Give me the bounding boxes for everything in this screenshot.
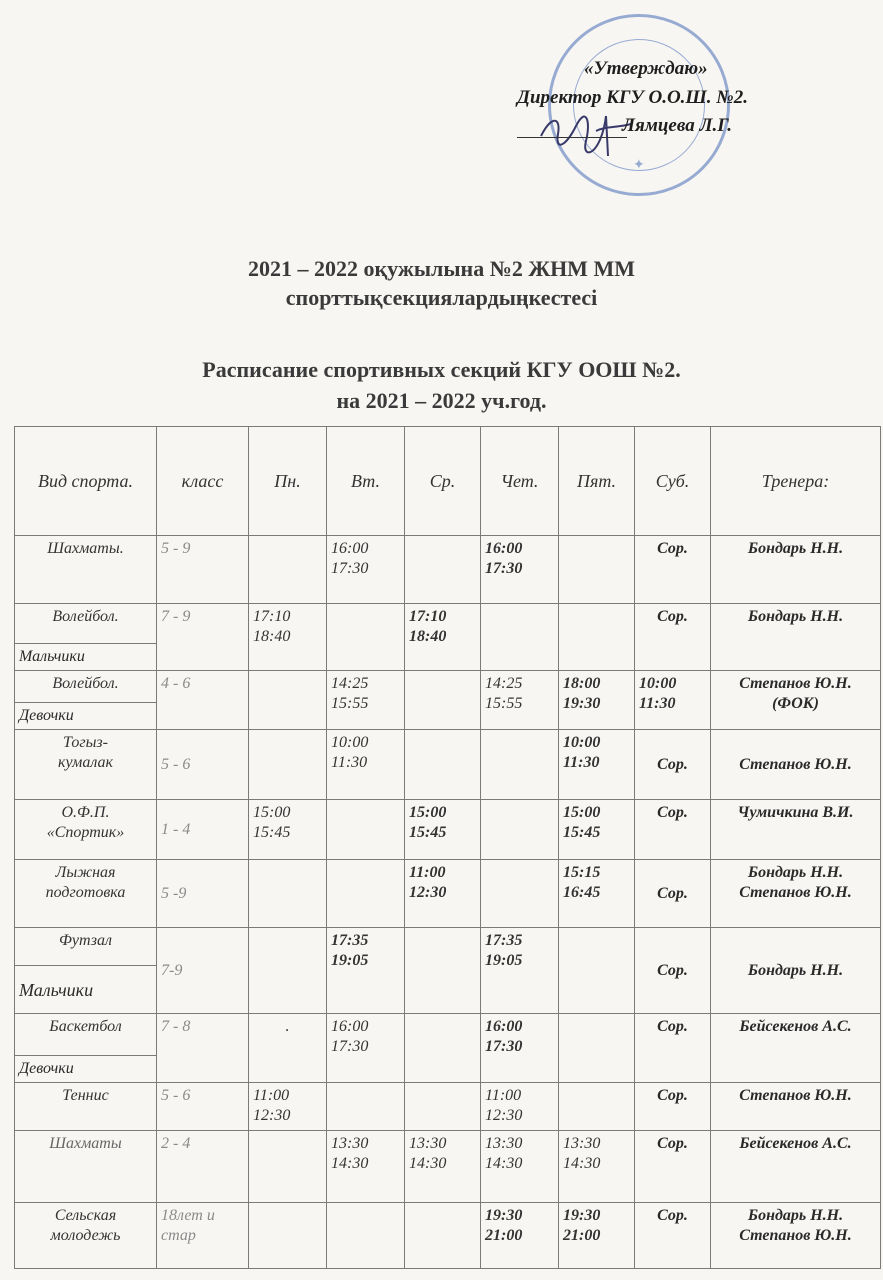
wed-cell (405, 536, 481, 604)
coach-name: Степанов Ю.Н. (739, 884, 852, 901)
thu-cell (481, 671, 559, 730)
time-start: 14:25 (331, 675, 369, 692)
tue-cell (327, 928, 405, 1014)
signature-line (517, 137, 627, 138)
table-row (15, 671, 881, 703)
grade-cell: 5 - 9 (157, 536, 249, 604)
sport-cell: Волейбол. (15, 671, 157, 703)
sat-cell: Сор. (635, 1083, 711, 1131)
table-header-row (15, 427, 881, 536)
fri-cell (559, 860, 635, 928)
time-start: 13:30 (485, 1135, 523, 1152)
sport-cell (15, 860, 157, 928)
time-start: 15:00 (253, 804, 291, 821)
sat-cell: Сор. (635, 800, 711, 860)
table-row (15, 800, 881, 860)
time-start: 13:30 (563, 1135, 601, 1152)
thu-cell (481, 860, 559, 928)
fri-cell (559, 604, 635, 671)
time-end: 14:30 (485, 1155, 523, 1172)
coach-cell: Чумичкина В.И. (711, 800, 881, 860)
time-end: 18:40 (409, 628, 447, 645)
sport-line2: подготовка (45, 884, 126, 901)
sat-cell: Сор. (635, 1203, 711, 1269)
sport-line1: Сельская (54, 1207, 117, 1224)
header-sat: Суб. (635, 427, 711, 536)
wed-cell (405, 1131, 481, 1203)
fri-cell (559, 1083, 635, 1131)
tue-cell (327, 860, 405, 928)
sat-cell: Сор. (635, 1131, 711, 1203)
sport-line2: «Спортик» (46, 824, 125, 841)
tue-cell (327, 730, 405, 800)
sport-subgroup: Девочки (15, 1056, 157, 1083)
tue-cell (327, 800, 405, 860)
table-row (15, 536, 881, 604)
time-start: 16:00 (485, 1018, 523, 1035)
wed-cell (405, 604, 481, 671)
time-start: 10:00 (639, 675, 677, 692)
grade-cell: 4 - 6 (157, 671, 249, 730)
grade-cell: 5 -9 (157, 860, 249, 928)
tue-cell (327, 1203, 405, 1269)
time-start: 17:35 (331, 932, 369, 949)
time-start: 15:00 (563, 804, 601, 821)
time-end: 19:30 (563, 695, 601, 712)
time-start: 11:00 (253, 1087, 290, 1104)
time-start: 19:30 (563, 1207, 601, 1224)
fri-cell (559, 1014, 635, 1083)
coach-location: (ФОК) (772, 695, 819, 712)
mon-cell (249, 536, 327, 604)
approval-director: Директор КГУ О.О.Ш. №2. (517, 87, 748, 108)
time-start: 16:00 (331, 1018, 369, 1035)
table-row (15, 1083, 881, 1131)
coach-cell: Бейсекенов А.С. (711, 1131, 881, 1203)
thu-cell (481, 928, 559, 1014)
mon-cell (249, 928, 327, 1014)
thu-cell (481, 1014, 559, 1083)
mon-cell (249, 800, 327, 860)
coach-name: Бондарь Н.Н. (747, 1207, 844, 1224)
grade-cell (157, 1203, 249, 1269)
grade-cell: 1 - 4 (157, 800, 249, 860)
tue-cell (327, 604, 405, 671)
sport-line1: О.Ф.П. (61, 804, 110, 821)
header-tue: Вт. (327, 427, 405, 536)
fri-cell (559, 1203, 635, 1269)
thu-cell (481, 1083, 559, 1131)
time-end: 19:05 (331, 952, 369, 969)
fri-cell (559, 671, 635, 730)
time-start: 18:00 (563, 675, 601, 692)
wed-cell (405, 1083, 481, 1131)
sport-cell: Шахматы. (15, 536, 157, 604)
sport-subgroup: Девочки (15, 703, 157, 730)
time-end: 21:00 (485, 1227, 523, 1244)
sport-line1: Тогыз- (63, 734, 108, 751)
time-end: 12:30 (253, 1107, 291, 1124)
wed-cell (405, 1014, 481, 1083)
grade-line2: стар (161, 1227, 196, 1244)
sport-cell (15, 800, 157, 860)
sat-cell: Сор. (635, 730, 711, 800)
time-end: 15:45 (253, 824, 291, 841)
time-start: 10:00 (563, 734, 601, 751)
time-start: 16:00 (331, 540, 369, 557)
thu-cell (481, 730, 559, 800)
time-end: 11:30 (639, 695, 676, 712)
mon-cell (249, 604, 327, 671)
fri-cell (559, 536, 635, 604)
wed-cell (405, 1203, 481, 1269)
mon-cell (249, 730, 327, 800)
table-row (15, 730, 881, 800)
thu-cell (481, 1131, 559, 1203)
sport-subgroup: Мальчики (15, 966, 157, 1014)
grade-cell: 2 - 4 (157, 1131, 249, 1203)
sport-cell: Теннис (15, 1083, 157, 1131)
header-grade: класс (157, 427, 249, 536)
time-start: 11:00 (485, 1087, 522, 1104)
time-start: 19:30 (485, 1207, 523, 1224)
grade-cell: 7 - 9 (157, 604, 249, 671)
sat-cell: Сор. (635, 860, 711, 928)
coach-cell: Бондарь Н.Н. (711, 928, 881, 1014)
coach-cell: Степанов Ю.Н. (711, 1083, 881, 1131)
grade-cell: 7-9 (157, 928, 249, 1014)
time-end: 19:05 (485, 952, 523, 969)
sport-line2: кумалак (57, 754, 114, 771)
wed-cell (405, 928, 481, 1014)
time-end: 17:30 (331, 560, 369, 577)
wed-cell (405, 800, 481, 860)
wed-cell (405, 671, 481, 730)
coach-cell: Бейсекенов А.С. (711, 1014, 881, 1083)
coach-name: Степанов Ю.Н. (739, 675, 852, 692)
wed-cell (405, 860, 481, 928)
header-mon: Пн. (249, 427, 327, 536)
mon-cell (249, 1131, 327, 1203)
mon-cell (249, 671, 327, 730)
sport-cell (15, 1203, 157, 1269)
header-thu: Чет. (481, 427, 559, 536)
fri-cell (559, 928, 635, 1014)
thu-cell (481, 1203, 559, 1269)
time-start: 17:35 (485, 932, 523, 949)
table-row (15, 928, 881, 966)
time-end: 17:30 (331, 1038, 369, 1055)
time-start: 14:25 (485, 675, 523, 692)
coach-cell (711, 1203, 881, 1269)
time-start: 17:10 (253, 608, 291, 625)
sport-cell: Шахматы (15, 1131, 157, 1203)
header-wed: Ср. (405, 427, 481, 536)
time-end: 16:45 (563, 884, 601, 901)
tue-cell (327, 1083, 405, 1131)
title-ru-line1: Расписание спортивных секций КГУ ООШ №2. (202, 357, 681, 382)
time-end: 12:30 (485, 1107, 523, 1124)
title-ru-line2: на 2021 – 2022 уч.год. (336, 388, 547, 413)
time-start: 13:30 (331, 1135, 369, 1152)
header-coach: Тренера: (711, 427, 881, 536)
time-end: 15:55 (485, 695, 523, 712)
time-end: 17:30 (485, 1038, 523, 1055)
sport-cell: Футзал (15, 928, 157, 966)
coach-cell: Степанов Ю.Н. (711, 730, 881, 800)
time-start: 15:15 (563, 864, 601, 881)
sport-cell (15, 730, 157, 800)
coach-cell: Бондарь Н.Н. (711, 604, 881, 671)
coach-name: Бондарь Н.Н. (747, 864, 844, 881)
table-row (15, 860, 881, 928)
time-end: 14:30 (563, 1155, 601, 1172)
time-start: 15:00 (409, 804, 447, 821)
time-start: 10:00 (331, 734, 369, 751)
grade-cell: 5 - 6 (157, 730, 249, 800)
time-end: 15:45 (409, 824, 447, 841)
sport-line1: Лыжная (55, 864, 116, 881)
title-kz-line2: спорттықсекциялардыңкестесі (285, 285, 598, 310)
coach-cell (711, 671, 881, 730)
time-end: 15:45 (563, 824, 601, 841)
fri-cell (559, 1131, 635, 1203)
sport-cell: Волейбол. (15, 604, 157, 644)
wed-cell (405, 730, 481, 800)
mon-cell: . (249, 1014, 327, 1083)
table-row (15, 1131, 881, 1203)
time-end: 21:00 (563, 1227, 601, 1244)
time-end: 14:30 (409, 1155, 447, 1172)
tue-cell (327, 536, 405, 604)
tue-cell (327, 1014, 405, 1083)
grade-cell: 7 - 8 (157, 1014, 249, 1083)
thu-cell (481, 604, 559, 671)
tue-cell (327, 671, 405, 730)
time-end: 11:30 (563, 754, 600, 771)
title-kz-line1: 2021 – 2022 оқужылына №2 ЖНМ ММ (248, 256, 635, 281)
sat-cell: Сор. (635, 604, 711, 671)
time-start: 11:00 (409, 864, 446, 881)
header-sport: Вид спорта. (15, 427, 157, 536)
table-row (15, 1014, 881, 1056)
tue-cell (327, 1131, 405, 1203)
time-end: 12:30 (409, 884, 447, 901)
thu-cell (481, 536, 559, 604)
coach-name: Степанов Ю.Н. (739, 1227, 852, 1244)
approval-name: Лямцева Л.Г. (622, 115, 733, 136)
time-end: 18:40 (253, 628, 291, 645)
time-end: 11:30 (331, 754, 368, 771)
header-fri: Пят. (559, 427, 635, 536)
fri-cell (559, 800, 635, 860)
grade-line1: 18лет и (161, 1207, 215, 1224)
grade-cell: 5 - 6 (157, 1083, 249, 1131)
time-end: 14:30 (331, 1155, 369, 1172)
time-start: 16:00 (485, 540, 523, 557)
schedule-table (14, 426, 881, 1269)
mon-cell (249, 860, 327, 928)
sat-cell (635, 671, 711, 730)
table-row (15, 1203, 881, 1269)
sport-line2: молодежь (50, 1227, 121, 1244)
time-end: 15:55 (331, 695, 369, 712)
mon-cell (249, 1203, 327, 1269)
fri-cell (559, 730, 635, 800)
mon-cell (249, 1083, 327, 1131)
time-end: 17:30 (485, 560, 523, 577)
coach-cell (711, 860, 881, 928)
approval-heading: «Утверждаю» (584, 58, 708, 79)
time-start: 13:30 (409, 1135, 447, 1152)
sat-cell: Сор. (635, 928, 711, 1014)
coach-cell: Бондарь Н.Н. (711, 536, 881, 604)
table-row (15, 604, 881, 644)
time-start: 17:10 (409, 608, 447, 625)
sat-cell: Сор. (635, 1014, 711, 1083)
thu-cell (481, 800, 559, 860)
sat-cell: Сор. (635, 536, 711, 604)
sport-cell: Баскетбол (15, 1014, 157, 1056)
sport-subgroup: Мальчики (15, 644, 157, 671)
